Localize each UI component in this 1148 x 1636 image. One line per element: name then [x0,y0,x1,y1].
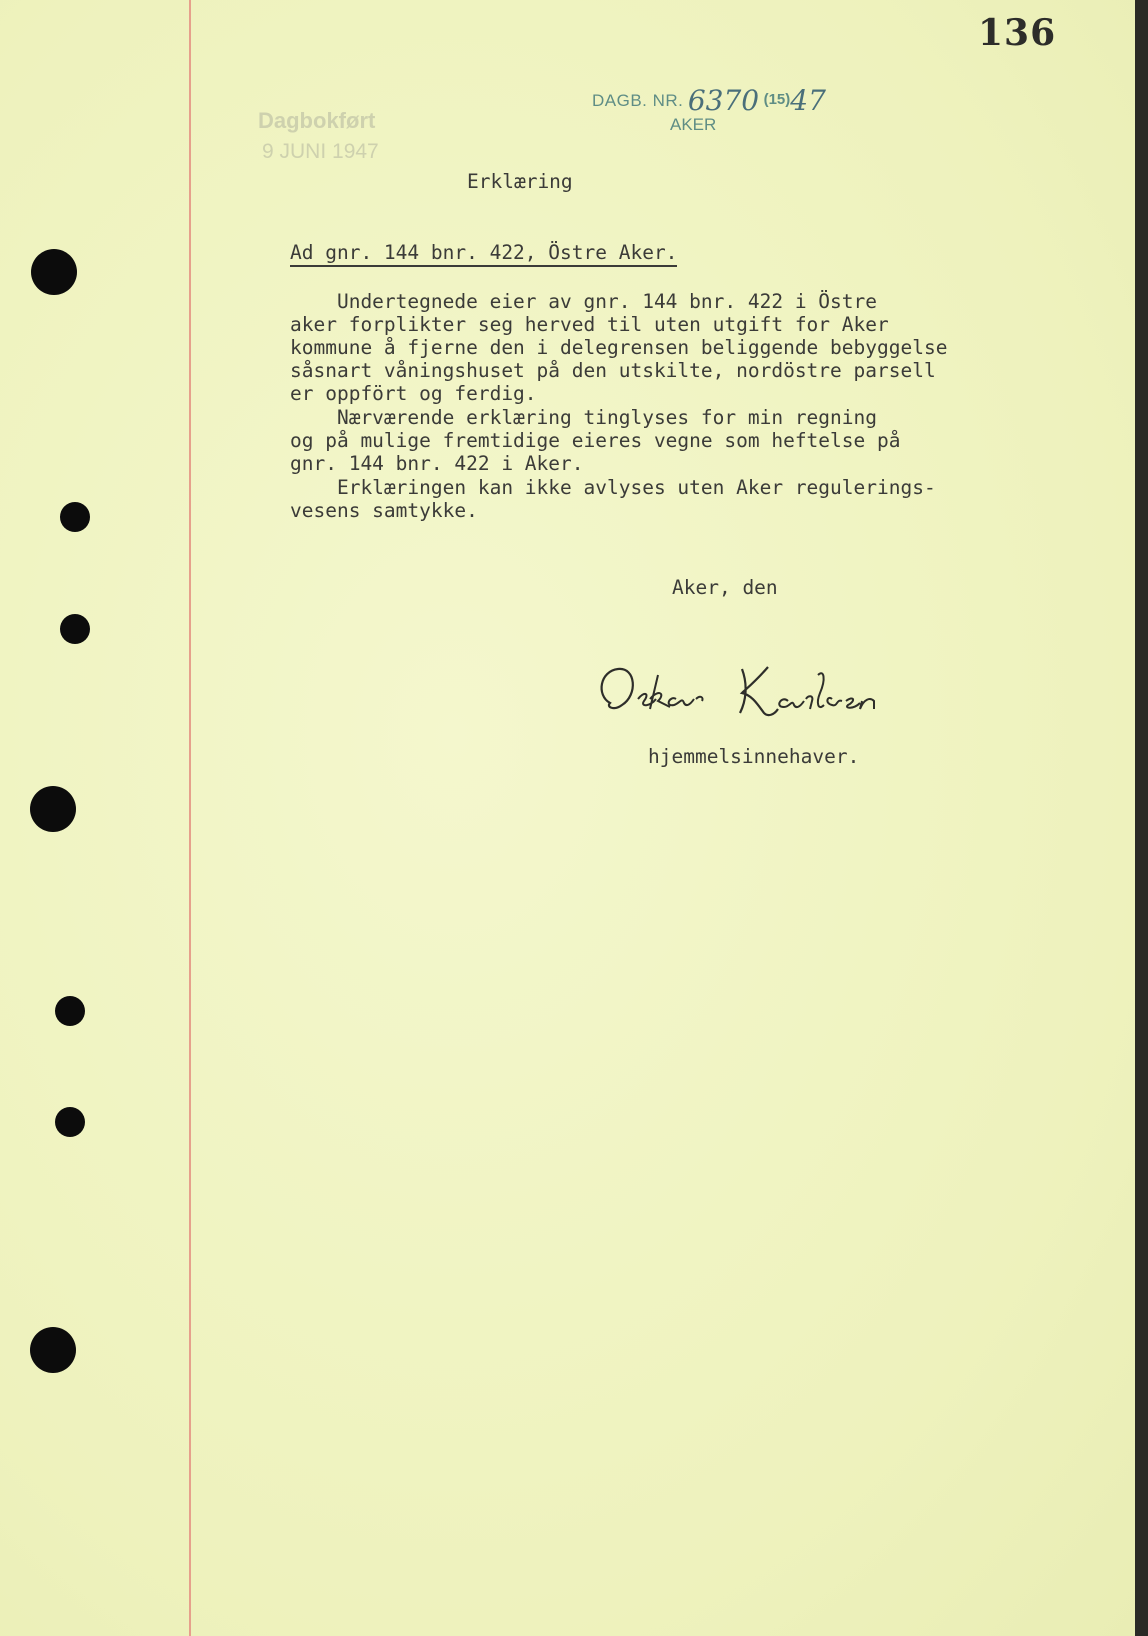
signature [592,655,932,735]
binding-hole [31,249,77,295]
signatory-role: hjemmelsinnehaver. [648,745,860,768]
binding-hole [55,996,85,1026]
document-title: Erklæring [467,170,573,193]
stamp-label: DAGB. NR. [592,91,684,110]
body-line: såsnart våningshuset på den utskilte, nordöstre parsell [290,359,936,382]
date-stamp [258,108,379,164]
body-line: Erklæringen kan ikke avlyses uten Aker regulerings- [290,476,936,499]
stamp-year: 47 [790,84,826,117]
binding-hole [60,502,90,532]
binding-hole [30,1327,76,1373]
body-line: er oppfört og ferdig. [290,382,537,405]
body-line: Nærværende erklæring tinglyses for min regning [290,406,877,429]
stamp-volume: (15) [763,91,791,108]
binding-hole [60,614,90,644]
margin-line [189,0,191,1636]
binding-hole [30,786,76,832]
stamp-number: 6370 [687,84,760,117]
body-line: og på mulige fremtidige eieres vegne som heftelse på [290,429,901,452]
stamp-place: AKER [670,115,717,134]
date-stamp-date: 9 JUNI 1947 [262,140,379,163]
body-line: kommune å fjerne den i delegrensen beliggende bebyggelse [290,336,948,359]
body-line: gnr. 144 bnr. 422 i Aker. [290,452,584,475]
body-line: Undertegnede eier av gnr. 144 bnr. 422 i Östre [290,290,877,313]
scan-edge [1135,0,1148,1636]
body-line: vesens samtykke. [290,499,478,522]
place-date: Aker, den [672,576,778,599]
body-line: aker forplikter seg herved til uten utgift for Aker [290,313,889,336]
page-number: 136 [978,12,1057,54]
binding-hole [55,1107,85,1137]
document-subject: Ad gnr. 144 bnr. 422, Östre Aker. [290,241,677,267]
registration-stamp [592,84,826,135]
date-stamp-label: Dagbokført [258,108,376,133]
